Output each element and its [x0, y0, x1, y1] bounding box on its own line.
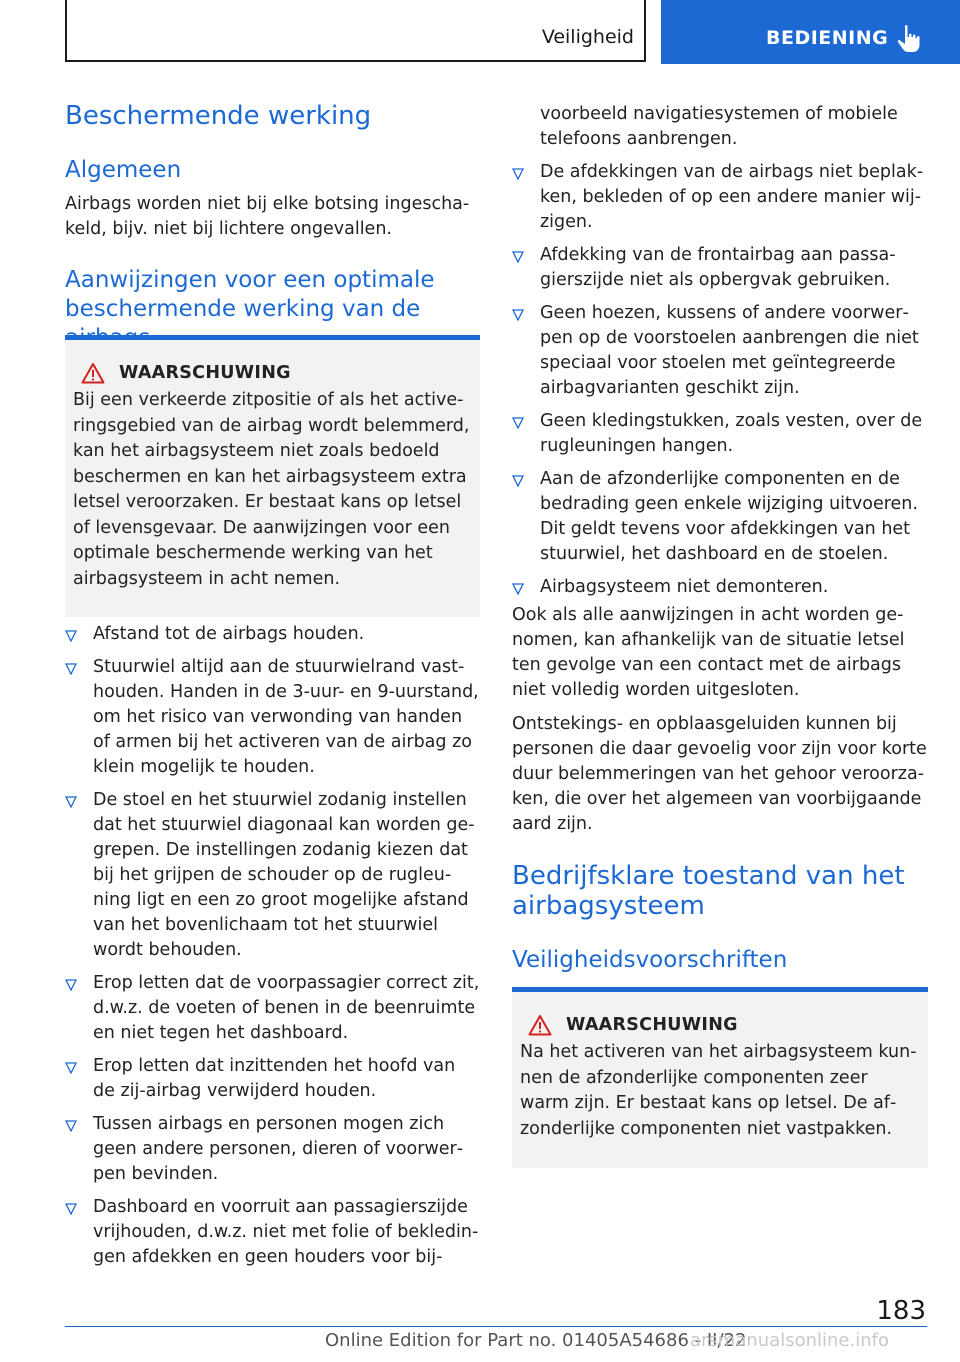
triangle-bullet-icon [65, 630, 77, 642]
triangle-bullet-icon [512, 417, 524, 429]
continuation-text: voorbeeld navigatiesystemen of mobiele telefoons aanbrengen. [540, 104, 898, 149]
triangle-bullet-icon [512, 309, 524, 321]
heading-tips: Aanwijzingen voor een optimale beschermende werking van de [65, 267, 435, 322]
warning-box [65, 335, 480, 617]
watermark: arsmanualsonline.info [690, 1330, 889, 1351]
triangle-bullet-icon [65, 1062, 77, 1074]
warning-title: WAARSCHUWING [566, 1015, 738, 1035]
triangle-bullet-icon [65, 1203, 77, 1215]
heading-protection: Beschermende werking [65, 101, 372, 131]
paragraph-residual-risk: Ook als alle aanwijzingen in acht worden genomen, kan afhankelijk van de situatie letsel ten gevolge van een contact met de airbags niet volledig worden uitgesloten. [512, 605, 905, 700]
warning-triangle-icon [528, 1014, 552, 1036]
list-item: Erop letten dat inzittenden het hoofd van de zij-airbag verwijderd houden. [65, 1054, 480, 1104]
list-item: De afdekkingen van de airbags niet beplakken, bekleden of op een andere manier wijzigen. [512, 160, 928, 235]
footer-divider [65, 1326, 927, 1327]
list-item: Geen hoezen, kussens of andere voorwerpen op de voorstoelen aanbrengen die niet speciaal voor stoelen met geïntegreerde airbagvarianten geschikt zijn. [512, 301, 928, 401]
chapter-tab [661, 0, 960, 64]
triangle-bullet-icon [512, 583, 524, 595]
list-item: Afstand tot de airbags houden. [65, 622, 480, 647]
triangle-bullet-icon [512, 475, 524, 487]
page-number: 183 [876, 1296, 926, 1326]
triangle-bullet-icon [65, 796, 77, 808]
list-item: Dashboard en voorruit aan passagierszijde vrijhouden, d.w.z. niet met folie of bekledingen afdekken en geen houders voor bij- [65, 1195, 480, 1270]
section-title: Veiligheid [541, 26, 634, 48]
triangle-bullet-icon [65, 1120, 77, 1132]
warning-text: Na het activeren van het airbagsysteem kunnen de afzonderlijke componenten zeer warm zijn. Er bestaat kans op letsel. De afzonderlijke componenten niet vastpakken. [520, 1042, 917, 1139]
chapter-title: BEDIENING [766, 27, 889, 49]
warning-triangle-icon [81, 362, 105, 384]
heading-safety-rules: Veiligheidsvoorschriften [512, 947, 788, 973]
warning-box-2 [512, 987, 928, 1168]
warning-title: WAARSCHUWING [119, 363, 291, 383]
warning-text: Bij een verkeerde zitpositie of als het activeringsgebied van de airbag wordt belemmerd, kan het airbagsysteem niet zoals bedoeld beschermen en kan het airbagsysteem extra letsel veroorzaken. Er bestaat kans op letsel of levensgevaar. De aanwijzingen voor een optimale beschermende werking van het airbagsysteem in acht nemen. [73, 390, 470, 589]
list-item: Geen kledingstukken, zoals vesten, over de rugleuningen hangen. [512, 409, 928, 459]
list-item: Tussen airbags en personen mogen zich geen andere personen, dieren of voorwerpen bevinden. [65, 1112, 480, 1187]
pointing-hand-icon [896, 24, 922, 54]
tips-list-continued [512, 160, 928, 608]
list-item: De stoel en het stuurwiel zodanig instellen dat het stuurwiel diagonaal kan worden gegrepen. De instellingen zodanig kiezen dat bij het grijpen de schouder op de rugleuning ligt en een zo groot mogelijke afstand van het bovenlichaam tot het stuurwiel wordt behouden. [65, 788, 480, 963]
paragraph-noise: Ontstekings- en opblaasgeluiden kunnen bij personen die daar gevoelig voor zijn voor korte duur belemmeringen van het gehoor veroorzaken, die over het algemeen van voorbijgaande aard zijn. [512, 714, 927, 834]
list-item: Afdekking van de frontairbag aan passagierszijde niet als opbergvak gebruiken. [512, 243, 928, 293]
triangle-bullet-icon [512, 251, 524, 263]
list-item: Aan de afzonderlijke componenten en de bedrading geen enkele wijziging uitvoeren. Dit geldt tevens voor afdekkingen van het stuurwiel, het dashboard en de stoelen. [512, 467, 928, 567]
list-item: Erop letten dat de voorpassagier correct zit, d.w.z. de voeten of benen in de beenruimte en niet tegen het dashboard. [65, 971, 480, 1046]
list-item: Airbagsysteem niet demonteren. [512, 575, 928, 600]
heading-ready-state: Bedrijfsklare toestand van het airbagsysteem [512, 861, 905, 921]
list-item: Stuurwiel altijd aan de stuurwielrand vasthouden. Handen in de 3-uur- en 9-uurstand, om het risico van verwonding van handen of armen bij het activeren van de airbag zo klein mogelijk te houden. [65, 655, 480, 780]
triangle-bullet-icon [65, 979, 77, 991]
page-header [0, 0, 960, 66]
general-text: Airbags worden niet bij elke botsing ingeschakeld, bijv. niet bij lichtere ongevallen. [65, 194, 470, 239]
heading-general: Algemeen [65, 157, 182, 183]
tips-list [65, 622, 480, 1278]
triangle-bullet-icon [65, 663, 77, 675]
triangle-bullet-icon [512, 168, 524, 180]
edition-label: Online Edition for Part no. 01405A54686 - II/22 [325, 1330, 747, 1351]
